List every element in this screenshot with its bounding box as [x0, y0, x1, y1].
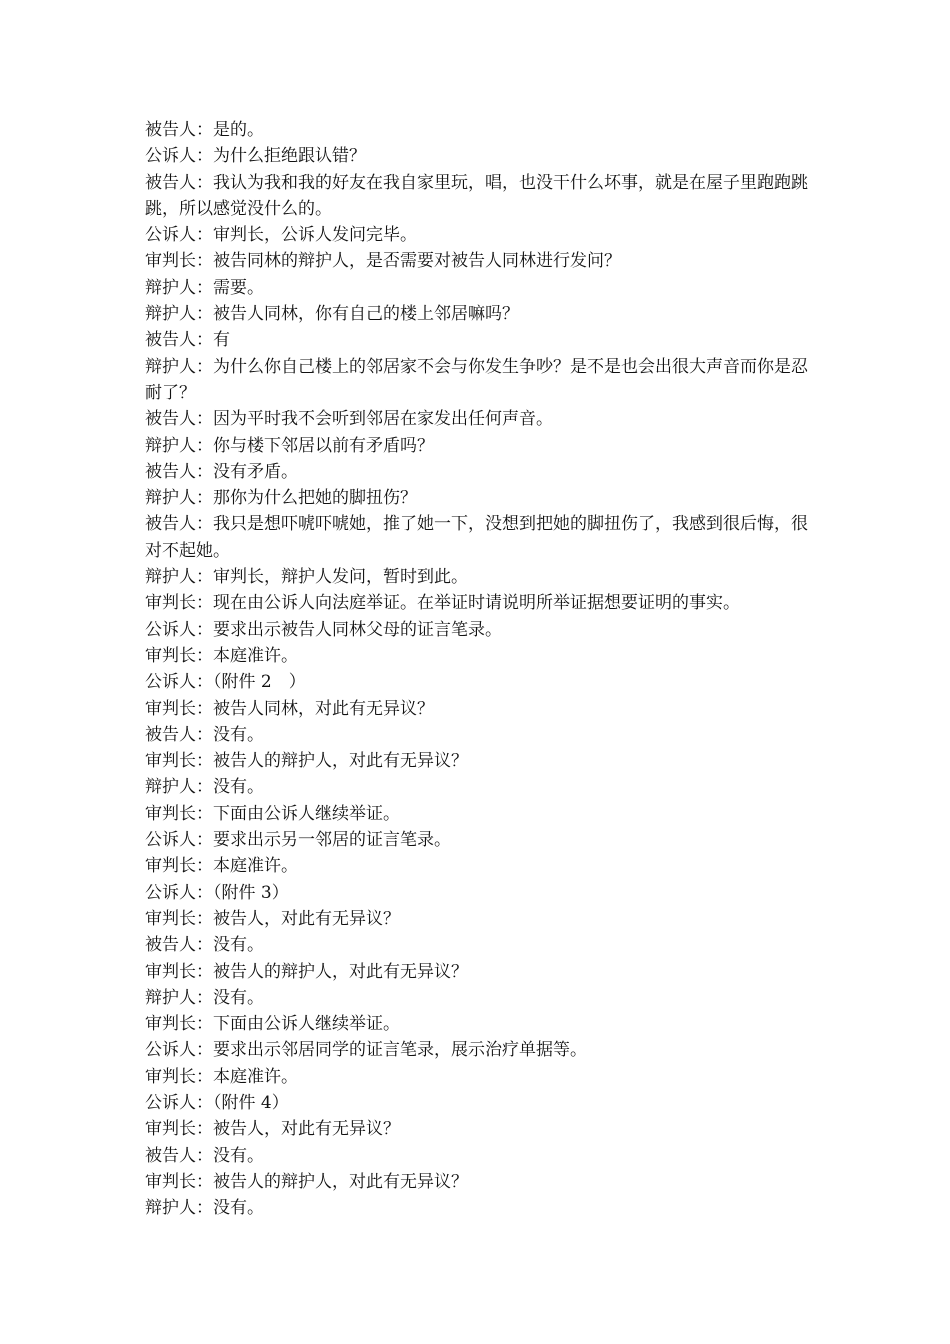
transcript-line: 公诉人：（附件 4） — [145, 1092, 289, 1113]
transcript-line: 辩护人：需要。 — [145, 277, 264, 298]
transcript-line: 被告人：没有。 — [145, 1145, 264, 1166]
transcript-line: 被告人：没有。 — [145, 724, 264, 745]
transcript-line: 辩护人：你与楼下邻居以前有矛盾吗？ — [145, 435, 434, 456]
transcript-line: 公诉人：要求出示邻居同学的证言笔录，展示治疗单据等。 — [145, 1040, 587, 1061]
transcript-body — [145, 117, 815, 1221]
transcript-line: 审判长：被告人，对此有无异议？ — [145, 908, 400, 929]
transcript-line: 审判长：下面由公诉人继续举证。 — [145, 803, 400, 824]
transcript-line: 审判长：被告人的辩护人，对此有无异议？ — [145, 751, 468, 772]
transcript-line: 被告人：没有矛盾。 — [145, 461, 298, 482]
transcript-line: 被告人：是的。 — [145, 120, 264, 140]
transcript-line: 被告人：我认为我和我的好友在我自家里玩，唱，也没干什么坏事，就是在屋子里跑跑跳跳，所以感觉没什么的。 — [145, 172, 808, 219]
transcript-line: 辩护人：为什么你自己楼上的邻居家不会与你发生争吵？是不是也会出很大声音而你是忍耐了？ — [145, 356, 808, 403]
transcript-line: 审判长：被告人的辩护人，对此有无异议？ — [145, 1171, 468, 1192]
transcript-line: 辩护人：审判长，辩护人发问，暂时到此。 — [145, 567, 468, 588]
transcript-line: 公诉人：审判长，公诉人发问完毕。 — [145, 225, 417, 246]
transcript-line: 被告人：有 — [145, 330, 230, 351]
transcript-line: 辩护人：没有。 — [145, 1198, 264, 1219]
transcript-line: 审判长：本庭准许。 — [145, 1066, 298, 1087]
transcript-line: 审判长：下面由公诉人继续举证。 — [145, 1014, 400, 1035]
transcript-line: 被告人：没有。 — [145, 935, 264, 956]
transcript-line: 审判长：被告人，对此有无异议？ — [145, 1119, 400, 1140]
transcript-line: 被告人：因为平时我不会听到邻居在家发出任何声音。 — [145, 409, 553, 430]
transcript-line: 公诉人：为什么拒绝跟认错？ — [145, 146, 366, 167]
transcript-line: 审判长：本庭准许。 — [145, 645, 298, 666]
transcript-line: 审判长：被告人的辩护人，对此有无异议？ — [145, 961, 468, 982]
transcript-line: 公诉人：要求出示另一邻居的证言笔录。 — [145, 830, 451, 851]
transcript-line: 辩护人：没有。 — [145, 777, 264, 798]
transcript-line: 公诉人：要求出示被告人同林父母的证言笔录。 — [145, 619, 502, 640]
transcript-line: 公诉人：（附件 3） — [145, 882, 289, 903]
transcript-line: 审判长：本庭准许。 — [145, 856, 298, 877]
transcript-line: 辩护人：没有。 — [145, 987, 264, 1008]
transcript-line: 审判长：被告人同林，对此有无异议？ — [145, 698, 434, 719]
transcript-line: 审判长：现在由公诉人向法庭举证。在举证时请说明所举证据想要证明的事实。 — [145, 593, 740, 614]
transcript-line: 审判长：被告同林的辩护人，是否需要对被告人同林进行发问？ — [145, 251, 621, 272]
transcript-line: 辩护人：那你为什么把她的脚扭伤？ — [145, 488, 417, 509]
transcript-line: 被告人：我只是想吓唬吓唬她，推了她一下，没想到把她的脚扭伤了，我感到很后悔，很对不起她。 — [145, 514, 808, 561]
transcript-line: 公诉人：（附件 2 ） — [145, 672, 306, 693]
transcript-line: 辩护人：被告人同林，你有自己的楼上邻居嘛吗？ — [145, 304, 519, 325]
